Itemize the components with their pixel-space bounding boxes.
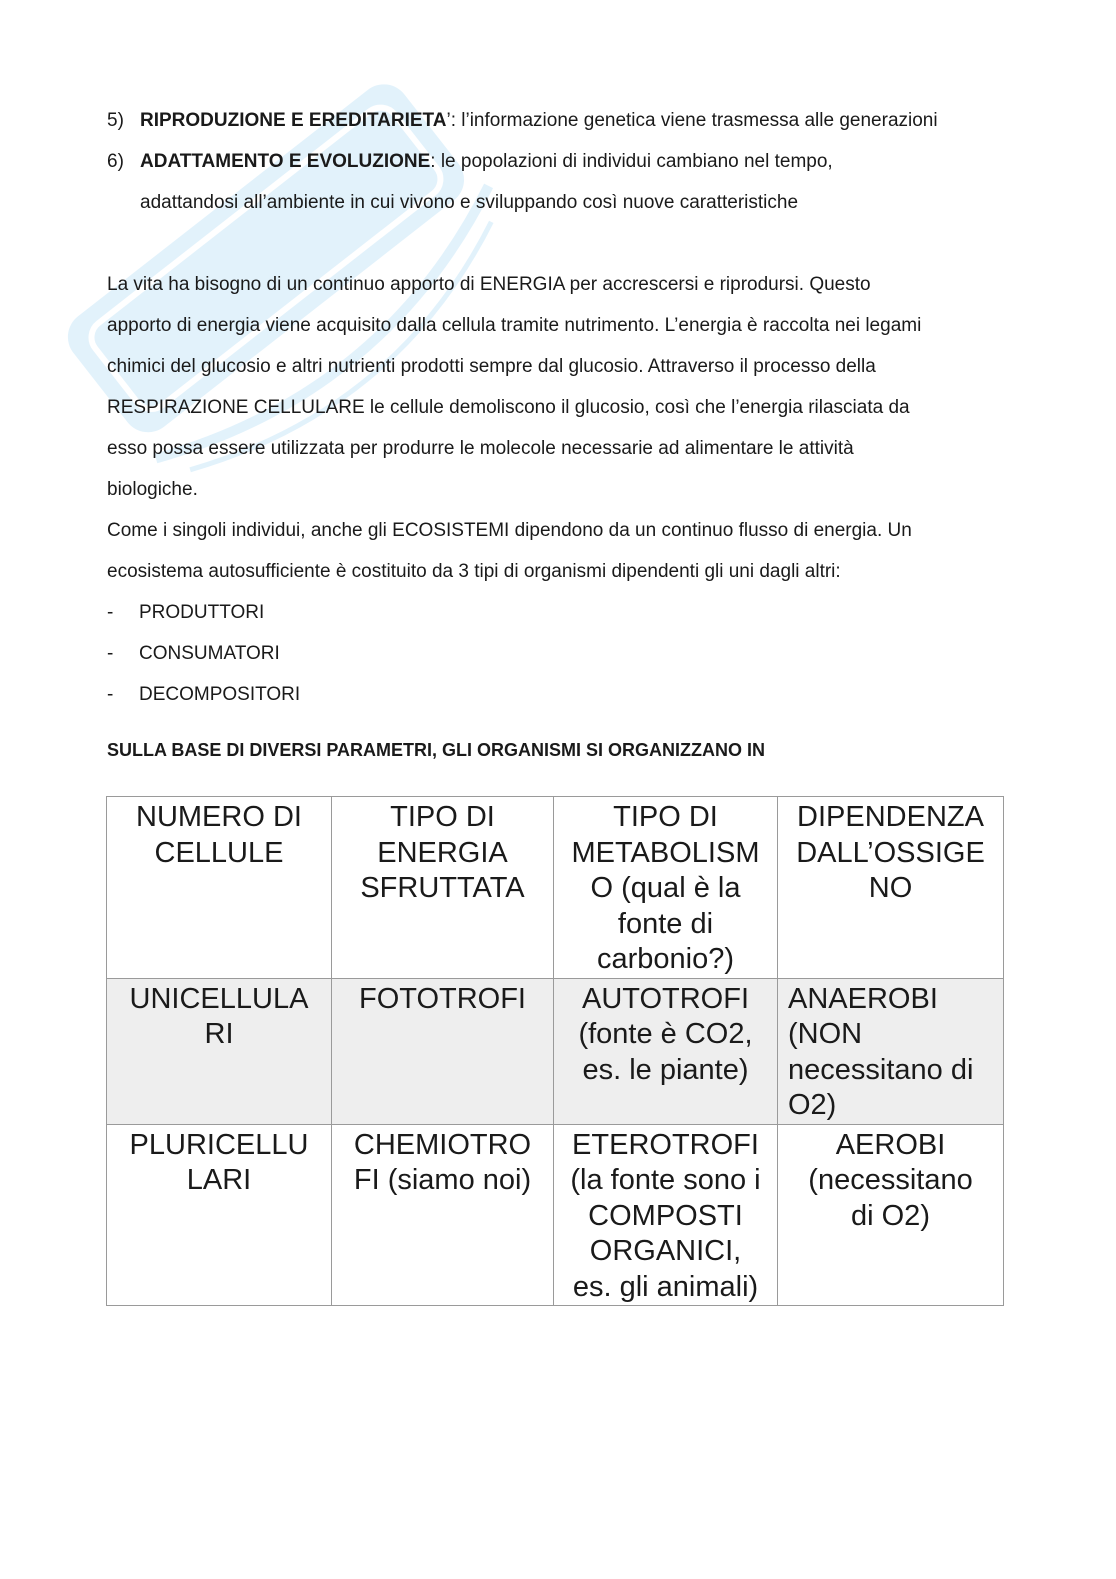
table-cell: TIPO DI ENERGIA SFRUTTATA [332, 797, 554, 979]
table-cell: FOTOTROFI [332, 978, 554, 1124]
paragraph-line: apporto di energia viene acquisito dalla cellula tramite nutrimento. L’energia è raccolta nei legami [107, 315, 922, 336]
table-cell: DIPENDENZA DALL’OSSIGE NO [778, 797, 1004, 979]
bullet-item: - DECOMPOSITORI [107, 684, 301, 705]
table-cell: ANAEROBI (NON necessitano di O2) [778, 978, 1004, 1124]
paragraph-line: ecosistema autosufficiente è costituito da 3 tipi di organismi dipendenti gli uni dagli altri: [107, 561, 841, 582]
section-title: SULLA BASE DI DIVERSI PARAMETRI, GLI ORGANISMI SI ORGANIZZANO IN [107, 740, 766, 760]
table-row [107, 978, 1004, 1124]
table-cell: PLURICELLU LARI [107, 1124, 332, 1306]
list-item-5: 5) RIPRODUZIONE E EREDITARIETA’: l’informazione genetica viene trasmessa alle generazioni [107, 110, 938, 131]
table-cell: AUTOTROFI (fonte è CO2, es. le piante) [554, 978, 778, 1124]
table-cell: TIPO DI METABOLISM O (qual è la fonte di carbonio?) [554, 797, 778, 979]
document-body [107, 100, 1007, 765]
table-cell: UNICELLULA RI [107, 978, 332, 1124]
bullet-item: - PRODUTTORI [107, 602, 265, 623]
paragraph-line: Come i singoli individui, anche gli ECOSISTEMI dipendono da un continuo flusso di energia. Un [107, 520, 912, 541]
table-cell: AEROBI (necessitano di O2) [778, 1124, 1004, 1306]
paragraph-line: La vita ha bisogno di un continuo apporto di ENERGIA per accrescersi e riprodursi. Questo [107, 274, 871, 295]
paragraph-line: esso possa essere utilizzata per produrre le molecole necessarie ad alimentare le attività [107, 438, 854, 459]
list-item-6: 6) ADATTAMENTO E EVOLUZIONE: le popolazioni di individui cambiano nel tempo, [107, 151, 833, 172]
bullet-item: - CONSUMATORI [107, 643, 280, 664]
table-cell: NUMERO DI CELLULE [107, 797, 332, 979]
list-item-6-continuation: adattandosi all’ambiente in cui vivono e sviluppando così nuove caratteristiche [140, 192, 799, 213]
table-row [107, 1124, 1004, 1306]
table-cell: ETEROTROFI (la fonte sono i COMPOSTI ORGANICI, es. gli animali) [554, 1124, 778, 1306]
table-header-row [107, 797, 1004, 979]
paragraph-line: RESPIRAZIONE CELLULARE le cellule demoliscono il glucosio, così che l’energia rilasciata da [107, 397, 910, 418]
table-cell: CHEMIOTRO FI (siamo noi) [332, 1124, 554, 1306]
organisms-table [106, 796, 1004, 1306]
paragraph-line: biologiche. [107, 479, 198, 500]
paragraph-line: chimici del glucosio e altri nutrienti prodotti sempre dal glucosio. Attraverso il processo della [107, 356, 876, 377]
